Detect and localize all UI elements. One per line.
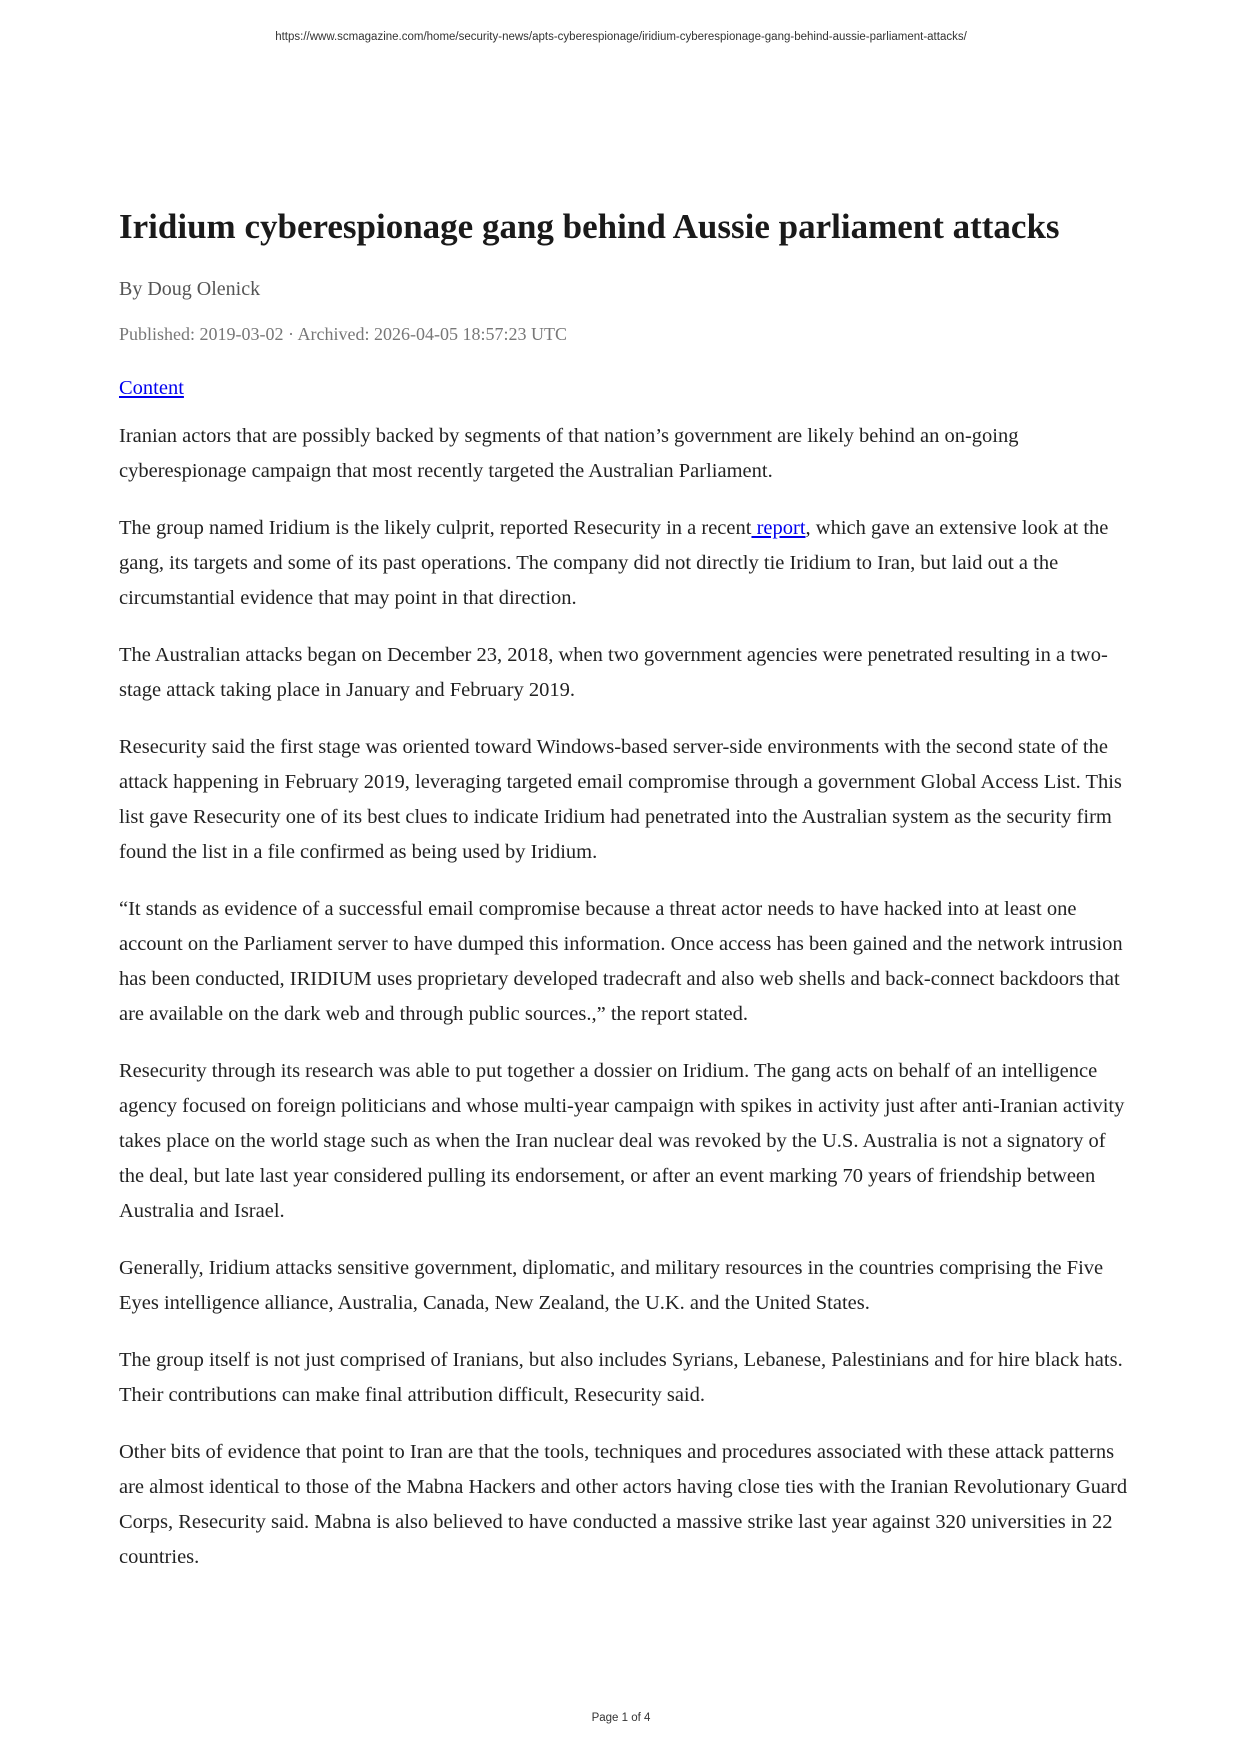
paragraph-5-quote: “It stands as evidence of a successful email compromise because a threat actor needs to have hacked into at least one account on the Parliament server to have dumped this information. Once access has been gained and the network intrusion has been conducted, IRIDIUM uses proprietary developed tradecraft and also web shells and back-connect backdoors that are available on the dark web and through public sources.,” the report stated. (119, 898, 1123, 1026)
source-url: https://www.scmagazine.com/home/security-news/apts-cyberespionage/iridium-cyberespionage-gang-behind-aussie-parliament-attacks/ (275, 31, 967, 43)
paragraph-6: Resecurity through its research was able to put together a dossier on Iridium. The gang acts on behalf of an intelligence agency focused on foreign politicians and whose multi-year campaign with spikes in activity just after anti-Iranian activity takes place on the world stage such as when the Iran nuclear deal was revoked by the U.S. Australia is not a signatory of the deal, but late last year considered pulling its endorsement, or after an event marking 70 years of friendship between Australia and Israel. (119, 1060, 1125, 1223)
article (119, 206, 1129, 1597)
paragraph-7: Generally, Iridium attacks sensitive government, diplomatic, and military resources in the countries comprising the Five Eyes intelligence alliance, Australia, Canada, New Zealand, the U.K. and the United States. (119, 1257, 1104, 1315)
publish-meta: Published: 2019-03-02 · Archived: 2026-04-05 18:57:23 UTC (119, 324, 567, 344)
page-number: Page 1 of 4 (591, 1712, 651, 1724)
paragraph-3: The Australian attacks began on December 23, 2018, when two government agencies were penetrated resulting in a two-stage attack taking place in January and February 2019. (119, 644, 1108, 702)
paragraph-9: Other bits of evidence that point to Iran are that the tools, techniques and procedures associated with these attack patterns are almost identical to those of the Mabna Hackers and other actors having close ties with the Iranian Revolutionary Guard Corps, Resecurity said. Mabna is also believed to have conducted a massive strike last year against 320 universities in 22 countries. (119, 1441, 1128, 1569)
paragraph-8: The group itself is not just comprised of Iranians, but also includes Syrians, Lebanese, Palestinians and for hire black hats. Their contributions can make final attribution difficult, Resecurity said. (119, 1349, 1123, 1407)
paragraph-2-text-before: The group named Iridium is the likely culprit, reported Resecurity in a recent (119, 517, 752, 540)
paragraph-2-text-after: , which gave an extensive look at the gang, its targets and some of its past operations. The company did not directly tie Iridium to Iran, but laid out a the circumstantial evidence that may point in that direction. (119, 517, 1109, 610)
article-body (119, 419, 1129, 1575)
article-title: Iridium cyberespionage gang behind Aussie parliament attacks (119, 207, 1060, 246)
byline: By Doug Olenick (119, 278, 261, 300)
paragraph-2 (119, 511, 1129, 616)
content-link[interactable]: Content (119, 377, 184, 400)
paragraph-4: Resecurity said the first stage was oriented toward Windows-based server-side environments with the second state of the attack happening in February 2019, leveraging targeted email compromise through a government Global Access List. This list gave Resecurity one of its best clues to indicate Iridium had penetrated into the Australian system as the security firm found the list in a file confirmed as being used by Iridium. (119, 736, 1122, 864)
report-link[interactable]: report (751, 517, 806, 540)
paragraph-1: Iranian actors that are possibly backed by segments of that nation’s government are likely behind an on-going cyberespionage campaign that most recently targeted the Australian Parliament. (119, 425, 1019, 483)
